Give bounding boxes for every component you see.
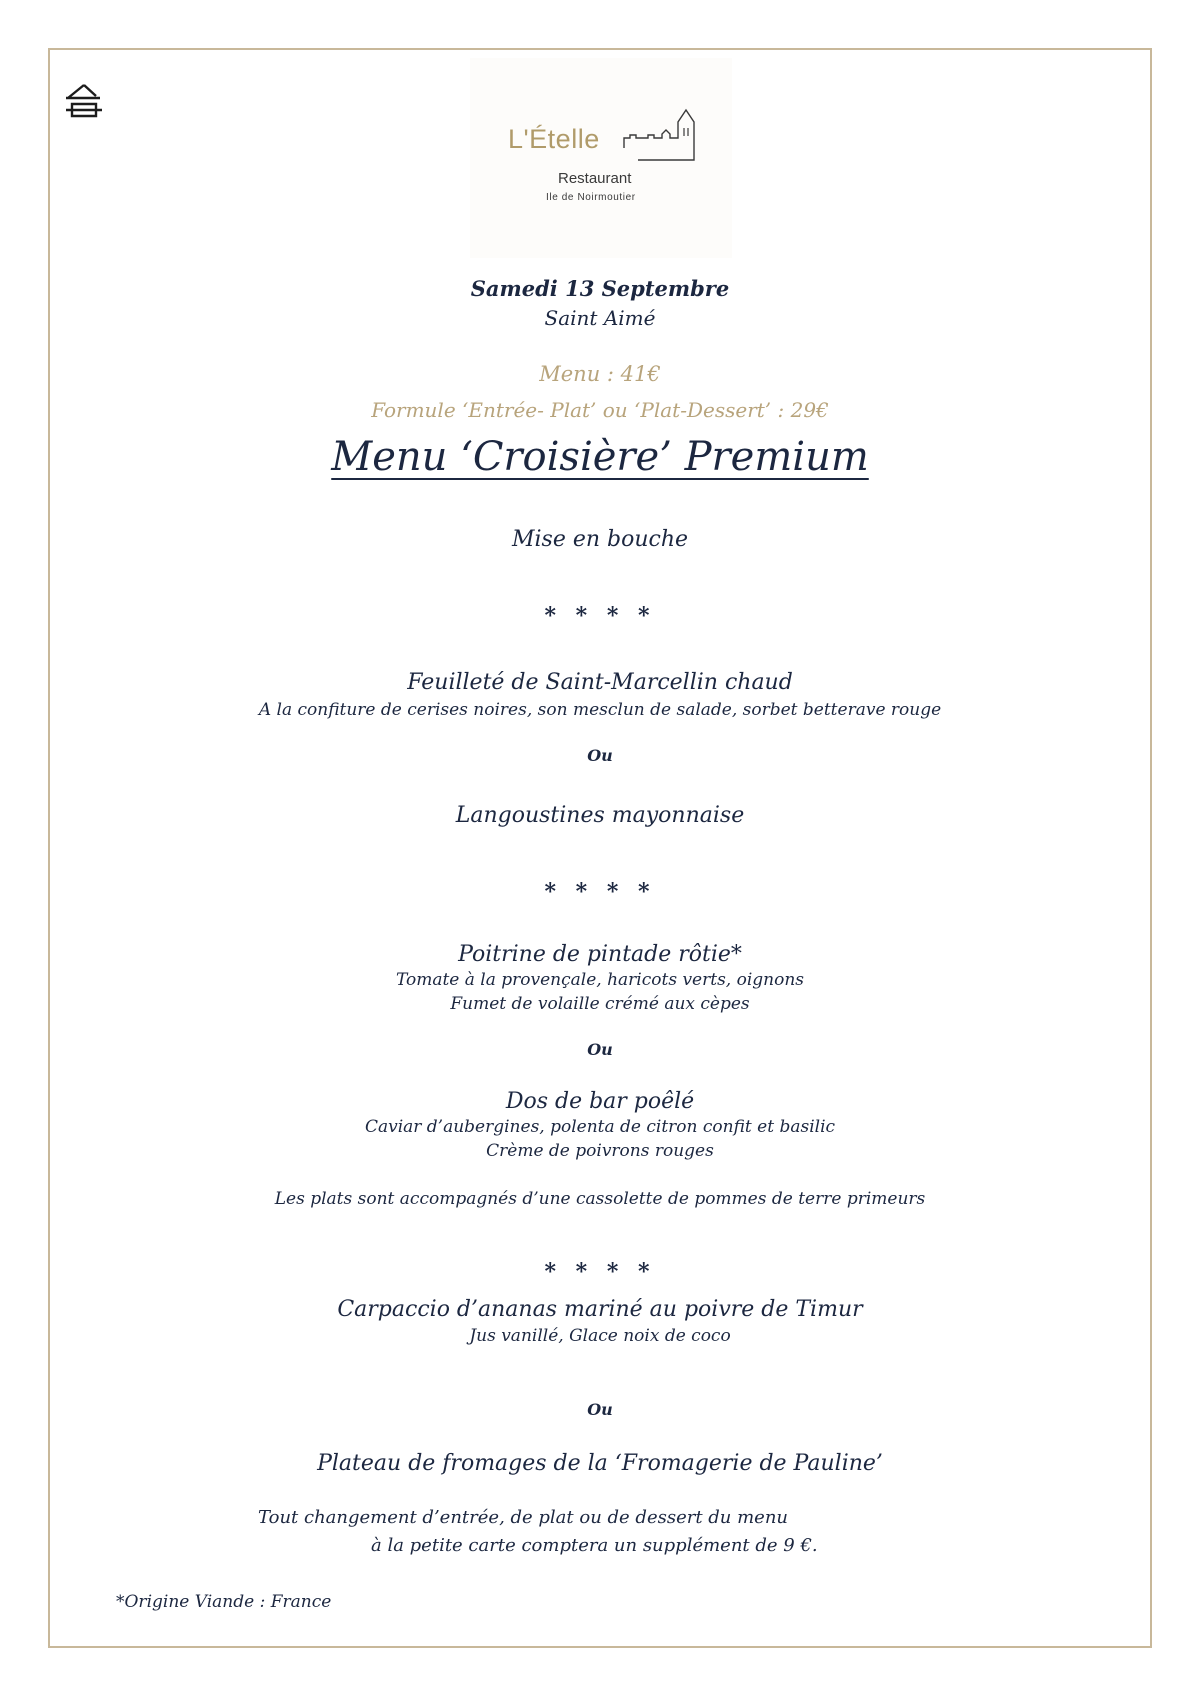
separator: * * * * [544, 879, 656, 905]
separator: * * * * [544, 1259, 656, 1285]
or-label: Ou [587, 746, 613, 765]
amuse-bouche: Mise en bouche [511, 527, 689, 552]
dessert-2-name: Plateau de fromages de la ‘Fromagerie de Pauline’ [317, 1451, 883, 1476]
supplement-note-line-2: à la petite carte comptera un supplément de 9 €. [371, 1535, 818, 1556]
house-icon [62, 82, 106, 122]
menu-price: Menu : 41€ [539, 362, 661, 386]
side-dish-note: Les plats sont accompagnés d’une cassolette de pommes de terre primeurs [274, 1189, 926, 1209]
or-label: Ou [587, 1400, 613, 1419]
menu-date: Samedi 13 Septembre [470, 276, 730, 301]
formule-price: Formule ‘Entrée- Plat’ ou ‘Plat-Dessert’ : 29€ [371, 398, 829, 422]
saint-of-day: Saint Aimé [544, 306, 656, 330]
dessert-1-name: Carpaccio d’ananas mariné au poivre de Timur [337, 1297, 863, 1322]
or-label: Ou [587, 1040, 613, 1059]
dessert-1-description: Jus vanillé, Glace noix de coco [469, 1326, 731, 1346]
main-1-description-1: Tomate à la provençale, haricots verts, oignons [395, 970, 805, 990]
restaurant-logo [470, 58, 732, 258]
logo-name: L'Ételle [508, 124, 600, 154]
main-2-name: Dos de bar poêlé [505, 1089, 695, 1114]
main-2-description-1: Caviar d’aubergines, polenta de citron confit et basilic [364, 1117, 836, 1137]
main-1-description-2: Fumet de volaille crémé aux cèpes [450, 994, 750, 1014]
main-1-name: Poitrine de pintade rôtie* [458, 942, 742, 967]
supplement-note-line-1: Tout changement d’entrée, de plat ou de dessert du menu [258, 1507, 789, 1528]
meat-origin-note: *Origine Viande : France [116, 1592, 332, 1612]
main-2-description-2: Crème de poivrons rouges [486, 1141, 714, 1161]
separator: * * * * [544, 603, 656, 629]
castle-icon [622, 108, 702, 168]
starter-1-description: A la confiture de cerises noires, son mesclun de salade, sorbet betterave rouge [258, 700, 942, 720]
menu-title: Menu ‘Croisière’ Premium [331, 434, 869, 480]
starter-2-name: Langoustines mayonnaise [455, 803, 745, 828]
starter-1-name: Feuilleté de Saint-Marcellin chaud [407, 670, 793, 695]
logo-subtitle: Restaurant [558, 170, 632, 187]
logo-location: Ile de Noirmoutier [546, 192, 636, 203]
